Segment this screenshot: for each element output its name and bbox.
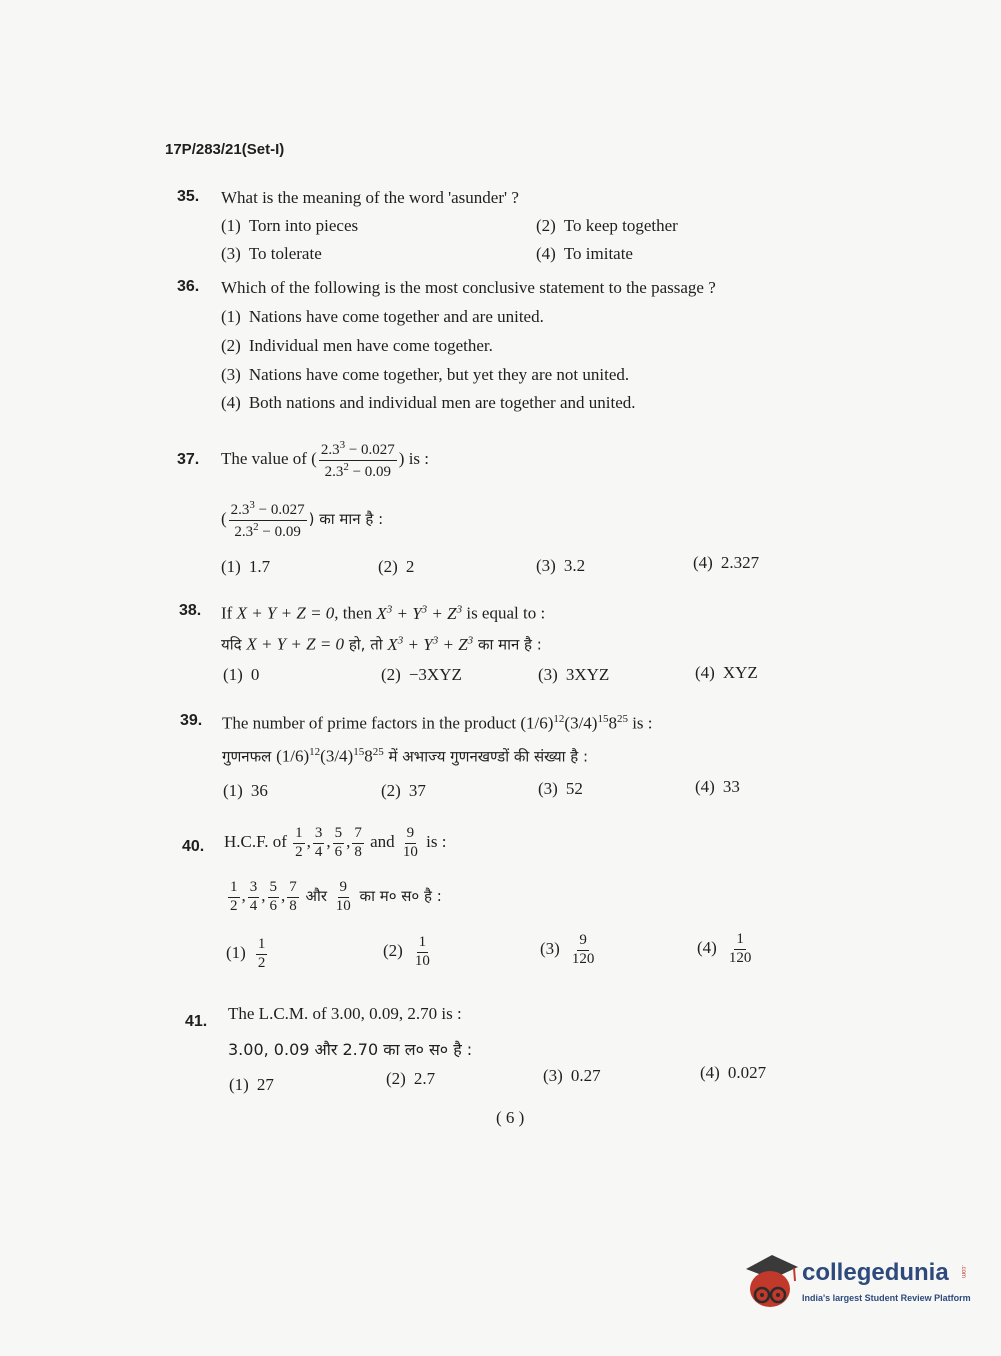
option-1	[221, 307, 544, 327]
denominator: 6	[269, 897, 277, 914]
brand-name: collegedunia	[802, 1259, 949, 1286]
hindi-tail-text: ) का मान है :	[308, 510, 384, 529]
question-text-hindi: ( $\frac{2.3^3 - 0.027}{2.3^2 - 0.09}$ ) का मान है :	[221, 499, 384, 540]
fraction-denominator	[232, 521, 302, 541]
numerator: 1	[293, 826, 305, 844]
option-number: (4)	[700, 1063, 720, 1082]
collegedunia-logo	[742, 1251, 972, 1313]
expr-x: X	[376, 603, 387, 623]
option-2	[378, 557, 414, 577]
expression	[376, 604, 462, 623]
comma: ,	[241, 886, 246, 906]
expr-y: + Y	[403, 634, 433, 654]
option-1	[221, 557, 270, 577]
product-exponent: 15	[353, 746, 365, 758]
denominator-rest: − 0.09	[348, 463, 392, 480]
option-4	[700, 1063, 766, 1083]
question-text: The L.C.M. of 3.00, 0.09, 2.70 is :	[228, 1004, 462, 1023]
numerator: 7	[352, 826, 364, 844]
option-1	[229, 1075, 274, 1095]
option-text: To imitate	[563, 244, 633, 263]
fraction	[228, 880, 240, 915]
text-part: is :	[421, 832, 447, 852]
option-2	[536, 216, 678, 236]
product-exponent: 25	[616, 713, 628, 725]
denominator: 120	[571, 950, 595, 967]
fraction	[293, 826, 305, 861]
text-part: is :	[627, 713, 653, 733]
numerator: 5	[268, 880, 280, 898]
numerator-exponent: 3	[249, 499, 255, 511]
option-number: (1)	[221, 216, 241, 235]
comma: ,	[346, 832, 351, 852]
question-text	[221, 603, 545, 624]
option-text: 2.7	[413, 1069, 436, 1088]
numerator-rest: − 0.027	[345, 442, 395, 458]
expr-y: + Y	[392, 603, 422, 623]
fraction	[352, 826, 364, 861]
option-text: 0.027	[727, 1063, 767, 1082]
option-number: (4)	[695, 777, 715, 796]
question-text: What is the meaning of the word 'asunder' ?	[221, 188, 519, 207]
option-text: 2	[405, 557, 415, 576]
option-text: Both nations and individual men are together and united.	[248, 393, 636, 412]
option-1	[223, 665, 259, 685]
option-number: (2)	[381, 781, 401, 800]
lead-text: The value of (	[221, 449, 317, 469]
product-base: (3/4)	[320, 746, 354, 766]
option-3	[538, 665, 609, 685]
product-base: (3/4)	[564, 713, 598, 733]
numerator: 9	[338, 880, 350, 898]
option-text: 1.7	[248, 557, 271, 576]
fraction	[313, 826, 325, 861]
brand-tagline: India's largest Student Review Platform	[802, 1293, 971, 1303]
product-base: 8	[364, 746, 373, 766]
option-2	[381, 665, 462, 685]
hindi-part: में अभाज्य गुणनखण्डों की संख्या है :	[383, 747, 589, 766]
numerator-base: 2.3	[320, 442, 340, 458]
option-text: 37	[408, 781, 426, 800]
option-number: (2)	[378, 557, 398, 576]
question-text	[224, 826, 446, 861]
product-exponent: 15	[597, 713, 609, 725]
option-3	[221, 365, 629, 385]
option-4	[695, 663, 758, 683]
question-text-hindi	[221, 634, 542, 655]
denominator: 10	[414, 952, 430, 969]
hindi-part: गुणनफल	[222, 747, 277, 766]
option-text: 36	[250, 781, 268, 800]
option-text: To keep together	[563, 216, 678, 235]
option-number: (3)	[536, 556, 556, 575]
page-number: ( 6 )	[496, 1108, 525, 1127]
question-number: 35.	[177, 188, 200, 205]
option-number: (2)	[386, 1069, 406, 1088]
option-text: To tolerate	[248, 244, 322, 263]
option-text: 0.27	[570, 1066, 601, 1085]
option-number: (4)	[221, 393, 241, 412]
comma: ,	[261, 886, 266, 906]
fraction	[248, 880, 260, 915]
equation: X + Y + Z = 0	[236, 603, 335, 623]
question-number: 41.	[185, 1013, 208, 1030]
product-base: 8	[608, 713, 617, 733]
option-1	[226, 937, 269, 972]
mascot-icon	[742, 1251, 800, 1313]
denominator: 2	[230, 897, 238, 914]
comma: ,	[326, 832, 331, 852]
option-number: (4)	[536, 244, 556, 263]
denominator: 4	[249, 897, 258, 914]
option-text: Nations have come together, but yet they are not united.	[248, 365, 630, 384]
hindi-part: हो, तो	[344, 635, 388, 654]
option-number: (3)	[538, 779, 558, 798]
text-part: The number of prime factors in the product	[222, 713, 521, 733]
text-part: H.C.F. of	[224, 832, 292, 852]
option-text: 33	[722, 777, 740, 796]
option-number: (3)	[221, 244, 241, 263]
value-fraction	[319, 440, 397, 481]
numerator: 7	[287, 880, 299, 898]
question-number: 36.	[177, 278, 200, 295]
exponent: 3	[397, 634, 404, 646]
option-text: 27	[256, 1075, 274, 1094]
option-number: (1)	[229, 1075, 249, 1094]
fraction-denominator	[323, 461, 393, 481]
hindi-part: का मान है :	[473, 635, 542, 654]
denominator: 8	[354, 843, 362, 860]
numerator-exponent: 3	[339, 439, 346, 451]
text-part: If	[221, 603, 237, 623]
question-number: 38.	[179, 602, 202, 619]
option-number: (1)	[223, 781, 243, 800]
hindi-part: और	[300, 887, 332, 906]
hindi-part: का म० स० है :	[354, 887, 442, 906]
denominator-base: 2.3	[324, 463, 344, 480]
equation: X + Y + Z = 0	[246, 634, 345, 654]
question-text-hindi	[226, 880, 442, 915]
option-number: (2)	[536, 216, 556, 235]
numerator: 1	[228, 880, 240, 898]
denominator: 2	[295, 843, 303, 860]
option-number: (2)	[221, 336, 241, 355]
exponent: 3	[386, 603, 393, 615]
comma: ,	[281, 886, 286, 906]
question-text	[222, 713, 653, 734]
option-1	[223, 781, 268, 801]
option-3	[536, 556, 585, 576]
fraction	[401, 826, 420, 861]
option-4	[536, 244, 633, 264]
product-exponent: 12	[309, 746, 321, 758]
question-text-hindi	[222, 746, 588, 767]
exponent: 3	[432, 634, 439, 646]
option-fraction	[570, 933, 597, 968]
question-number: 40.	[182, 838, 205, 855]
option-number: (3)	[540, 939, 560, 959]
option-2	[386, 1069, 435, 1089]
numerator: 3	[248, 880, 260, 898]
numerator: 3	[313, 826, 325, 844]
option-number: (3)	[543, 1066, 563, 1085]
numerator: 9	[577, 933, 589, 951]
numerator: 1	[256, 937, 268, 955]
fraction	[333, 826, 345, 861]
option-3	[540, 933, 598, 968]
option-2	[221, 336, 493, 356]
numerator: 9	[405, 826, 417, 844]
option-text: −3XYZ	[408, 665, 462, 684]
option-2	[383, 935, 434, 970]
expr-z: + Z	[438, 634, 468, 654]
option-number: (2)	[381, 665, 401, 684]
option-4	[693, 553, 759, 573]
denominator: 10	[335, 897, 351, 914]
option-number: (4)	[693, 553, 713, 572]
fraction-numerator	[229, 500, 307, 521]
numerator-rest: − 0.027	[254, 502, 305, 518]
option-text: Nations have come together and are united.	[248, 307, 544, 326]
denominator: 4	[314, 843, 323, 860]
paper-code: 17P/283/21(Set-I)	[165, 141, 285, 158]
option-text: Individual men have come together.	[248, 336, 493, 355]
fraction	[334, 880, 353, 915]
text-part: and	[365, 832, 399, 852]
value-fraction-hindi	[229, 500, 307, 541]
exponent: 3	[456, 603, 463, 615]
option-text: 3XYZ	[565, 665, 610, 684]
question-number: 37.	[177, 451, 200, 468]
numerator: 1	[417, 935, 429, 953]
option-4	[697, 932, 755, 967]
text-part: , then	[334, 603, 377, 623]
option-text: 52	[565, 779, 583, 798]
option-text: 3.2	[563, 556, 586, 575]
comma: ,	[306, 832, 311, 852]
exponent: 3	[421, 603, 428, 615]
denominator: 2	[257, 954, 266, 971]
question-text	[221, 440, 429, 481]
denominator-exponent: 2	[343, 460, 349, 473]
fraction	[268, 880, 280, 915]
option-2	[381, 781, 426, 801]
option-fraction	[256, 937, 268, 972]
option-3	[543, 1066, 601, 1086]
option-3	[221, 244, 322, 264]
option-text: 0	[250, 665, 260, 684]
option-1	[221, 216, 358, 236]
expr-z: + Z	[427, 603, 457, 623]
option-4	[695, 777, 740, 797]
brand-domain: .com	[960, 1265, 966, 1279]
product-base: (1/6)	[520, 713, 554, 733]
option-text: XYZ	[722, 663, 758, 682]
expr-x: X	[387, 634, 398, 654]
fraction-numerator	[319, 440, 397, 461]
option-number: (1)	[221, 557, 241, 576]
product-base: (1/6)	[276, 746, 310, 766]
denominator: 6	[334, 843, 343, 860]
option-fraction	[727, 932, 754, 967]
denominator: 120	[728, 949, 752, 966]
exponent: 3	[467, 634, 474, 646]
option-fraction	[413, 935, 432, 970]
numerator-base: 2.3	[230, 502, 250, 518]
option-3	[538, 779, 583, 799]
option-number: (2)	[383, 941, 403, 961]
option-number: (3)	[538, 665, 558, 684]
option-number: (4)	[695, 663, 715, 682]
product-exponent: 25	[372, 746, 384, 758]
numerator: 1	[734, 932, 746, 950]
question-text: Which of the following is the most conclusive statement to the passage ?	[221, 278, 716, 297]
option-number: (4)	[697, 938, 717, 958]
option-number: (1)	[221, 307, 241, 326]
denominator-exponent: 2	[253, 520, 259, 533]
product-exponent: 12	[553, 713, 565, 725]
option-number: (1)	[223, 665, 243, 684]
option-text: 2.327	[720, 553, 760, 572]
option-4	[221, 393, 636, 413]
hindi-part: यदि	[221, 635, 247, 654]
question-text-hindi: 3.00, 0.09 और 2.70 का ल० स० है :	[228, 1040, 473, 1059]
text-part: is equal to :	[462, 603, 546, 623]
fraction	[287, 880, 299, 915]
denominator-base: 2.3	[234, 523, 254, 540]
option-number: (1)	[226, 943, 246, 963]
option-text: Torn into pieces	[248, 216, 359, 235]
denominator-rest: − 0.09	[258, 523, 301, 540]
tail-text: ) is :	[398, 449, 430, 469]
denominator: 8	[289, 897, 297, 914]
denominator: 10	[402, 843, 418, 860]
expression	[387, 635, 473, 654]
numerator: 5	[333, 826, 345, 844]
question-number: 39.	[180, 712, 203, 729]
option-number: (3)	[221, 365, 241, 384]
